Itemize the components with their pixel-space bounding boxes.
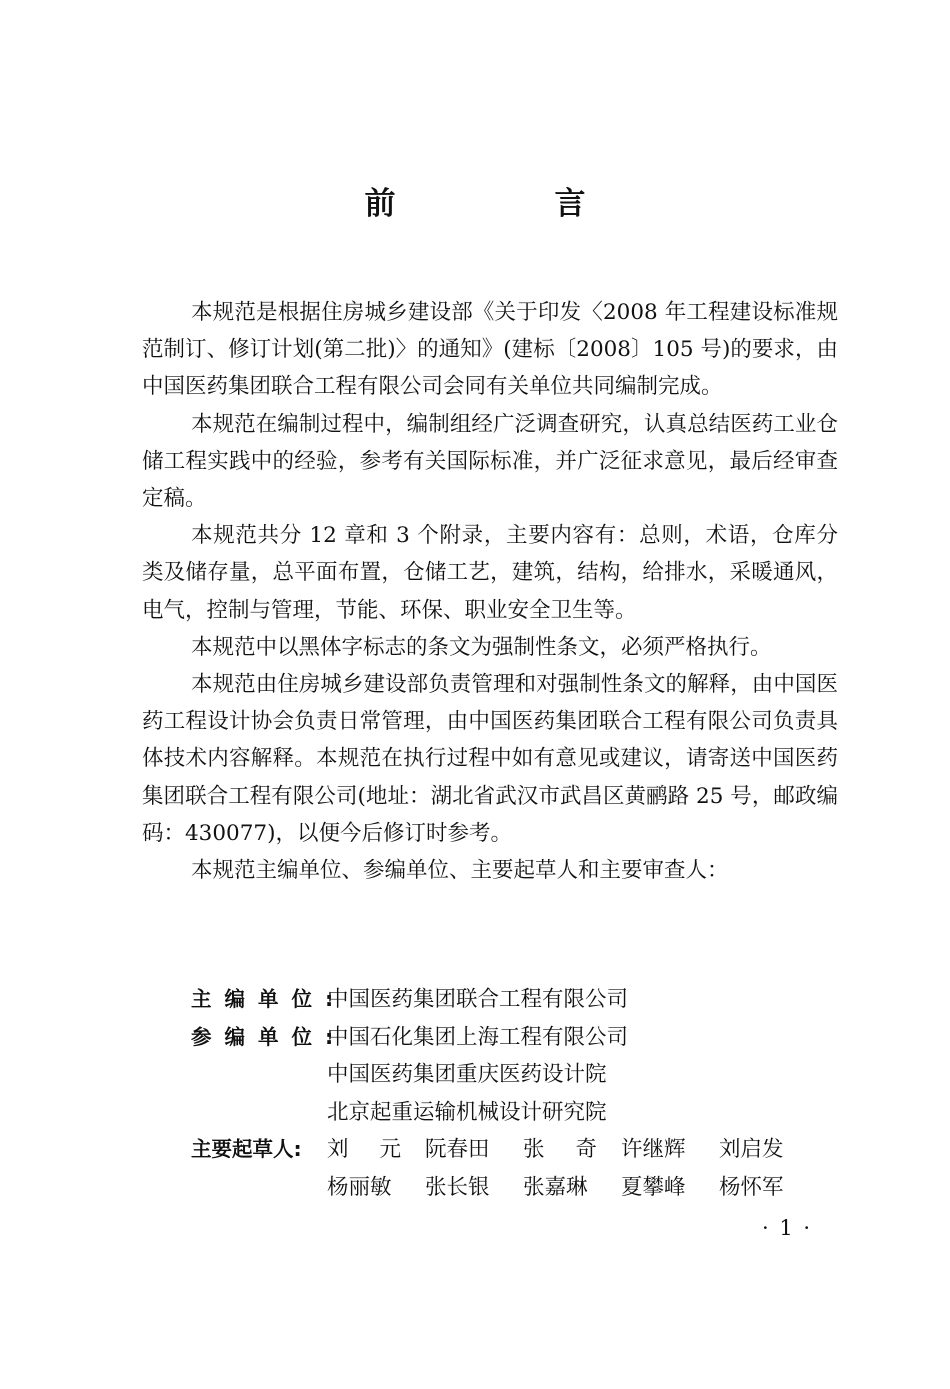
drafter-names	[327, 1169, 831, 1207]
contributors-roster	[191, 981, 831, 1207]
drafters-row	[191, 1169, 831, 1207]
participating-unit-row	[191, 1056, 831, 1094]
participating-unit-name: 北京起重运输机械设计研究院	[327, 1099, 607, 1125]
drafter-name: 杨丽敏	[327, 1174, 392, 1200]
paragraph-management-contact: 本规范由住房城乡建设部负责管理和对强制性条文的解释，由中国医药工程设计协会负责日常管理，由中国医药集团联合工程有限公司负责具体技术内容解释。本规范在执行过程中如有意见或建议，请寄送中国医药集团联合工程有限公司(地址：湖北省武汉市武昌区黄鹂路 25 号，邮政编码：430077)，以便今后修订时参考。	[142, 672, 838, 846]
drafter-names	[327, 1131, 831, 1169]
chief-unit-label: 主编单位:	[191, 987, 347, 1011]
participating-units-label: 参编单位:	[191, 1024, 347, 1049]
drafter-name: 张嘉琳	[523, 1174, 588, 1200]
drafter-name: 刘元	[327, 1137, 433, 1163]
paragraph-compilation-basis: 本规范是根据住房城乡建设部《关于印发〈2008 年工程建设标准规范制订、修订计划(第二批)〉的通知》(建标〔2008〕105 号)的要求，由中国医药集团联合工程有限公司会同有关单位共同编制完成。	[142, 300, 838, 400]
paragraph-compilation-process: 本规范在编制过程中，编制组经广泛调查研究，认真总结医药工业仓储工程实践中的经验，参考有关国际标准，并广泛征求意见，最后经审查定稿。	[142, 411, 838, 512]
drafter-name: 夏攀峰	[621, 1174, 686, 1200]
page-number: · 1 ·	[761, 1216, 813, 1240]
drafter-name: 张奇	[523, 1137, 629, 1163]
participating-unit-name: 中国石化集团上海工程有限公司	[327, 1024, 629, 1050]
drafter-name: 杨怀军	[719, 1174, 784, 1200]
drafters-label: 主要起草人:	[191, 1137, 302, 1162]
participating-unit-row	[191, 1019, 831, 1057]
participating-unit-name: 中国医药集团重庆医药设计院	[327, 1062, 607, 1088]
paragraph-roster-intro: 本规范主编单位、参编单位、主要起草人和主要审查人：	[191, 858, 729, 884]
drafter-name: 阮春田	[425, 1137, 490, 1163]
chief-unit-name: 中国医药集团联合工程有限公司	[327, 987, 629, 1012]
paragraph-mandatory-clauses: 本规范中以黑体字标志的条文为强制性条文，必须严格执行。	[191, 634, 772, 660]
page-title: 前 言	[364, 186, 650, 222]
paragraph-content-summary: 本规范共分 12 章和 3 个附录，主要内容有：总则，术语，仓库分类及储存量，总平面布置，仓储工艺，建筑，结构，给排水，采暖通风，电气，控制与管理，节能、环保、职业安全卫生等。	[142, 523, 838, 623]
drafter-name: 刘启发	[719, 1137, 784, 1163]
drafters-row	[191, 1131, 831, 1169]
chief-unit-row	[191, 981, 831, 1019]
preface-body	[142, 294, 838, 889]
drafter-name: 张长银	[425, 1174, 490, 1200]
participating-unit-row	[191, 1094, 831, 1132]
drafter-name: 许继辉	[621, 1137, 686, 1163]
